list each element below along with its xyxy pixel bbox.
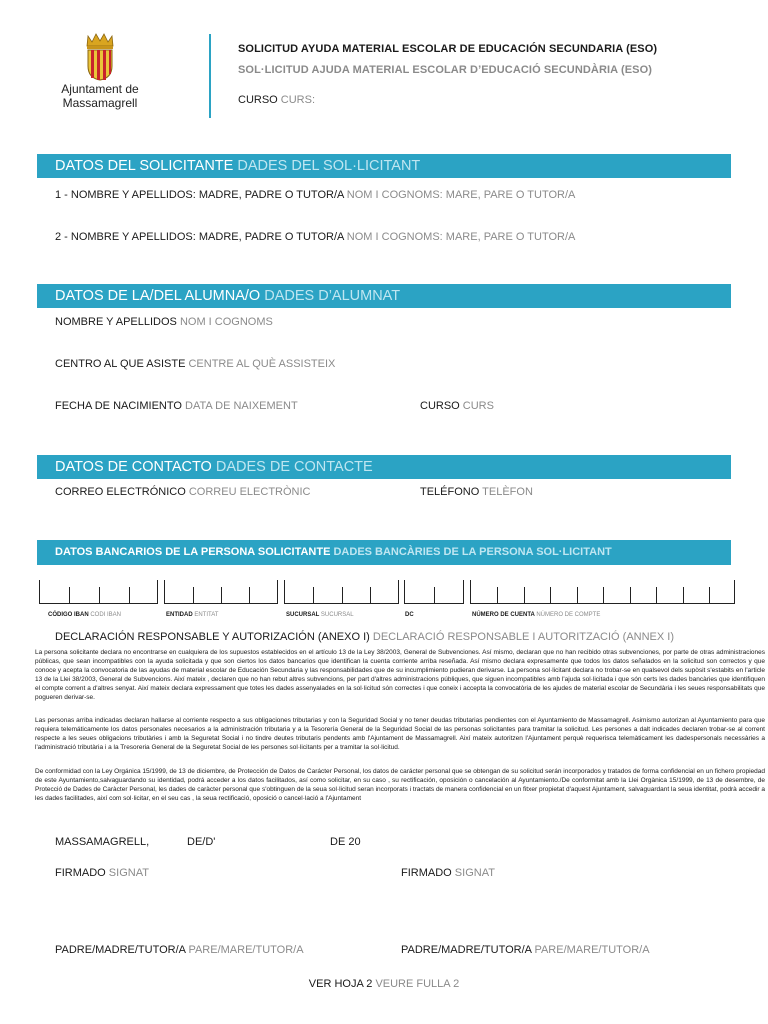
label-va: SUCURSAL	[320, 612, 354, 618]
curso-label-es: CURSO	[238, 94, 278, 106]
title-spanish: SOLICITUD AYUDA MATERIAL ESCOLAR DE EDUCACIÓN SECUNDARIA (ESO)	[238, 43, 658, 55]
label-va: CORREU ELECTRÒNIC	[188, 486, 311, 498]
heading-va: DADES D’ALUMNAT	[264, 288, 401, 304]
section-alumno-heading	[37, 284, 731, 308]
sucursal-input-boxes[interactable]	[284, 580, 399, 604]
curso-field-header[interactable]	[238, 94, 315, 106]
label-es: PADRE/MADRE/TUTOR/A	[401, 944, 532, 956]
iban-input-boxes[interactable]	[39, 580, 158, 604]
alumno-birthdate-field[interactable]	[55, 400, 298, 412]
label-va: DATA DE NAIXEMENT	[185, 400, 298, 412]
label-va: CENTRE AL QUÈ ASSISTEIX	[188, 358, 336, 370]
day-field[interactable]: DE/D'	[187, 836, 216, 848]
logo-text-line2: Massamagrell	[62, 96, 138, 110]
label-es: PADRE/MADRE/TUTOR/A	[55, 944, 186, 956]
label-va: PARE/MARE/TUTOR/A	[534, 944, 650, 956]
label-es: CORREO ELECTRÓNICO	[55, 486, 186, 498]
label-va: PARE/MARE/TUTOR/A	[188, 944, 304, 956]
label-es: FIRMADO	[401, 867, 452, 879]
label-va: TELÈFON	[482, 486, 533, 498]
entidad-input-boxes[interactable]	[164, 580, 278, 604]
label-es: TELÉFONO	[420, 486, 480, 498]
label-va: CODI IBAN	[90, 612, 122, 618]
email-field[interactable]	[55, 486, 310, 498]
iban-label	[48, 612, 121, 618]
sucursal-label	[286, 612, 354, 618]
year-field[interactable]: DE 20	[330, 836, 361, 848]
section-bancarios-heading	[37, 540, 731, 565]
label-es: CÓDIGO IBAN	[48, 612, 89, 618]
label-es: VER HOJA 2	[308, 978, 373, 990]
alumno-centro-field[interactable]	[55, 358, 335, 370]
label-es: SUCURSAL	[286, 612, 320, 618]
declaracion-paragraph-1: La persona solicitante declara no encontrarse en cualquiera de los supuestos establecidos en el artículo 13 de la Ley 38/2003, General de Subvenciones. Así mismo, declaran que no han recibido otras subvenciones, por parte de otras administraciones públicas, que sean incompatibles con la ayuda solicitada y que son ciertos los datos bancarios que identifican la cuenta corriente arriba reseñada. Así mismo declara expresamente que todos los datos señalados en la solicitud son correctos y que conoce y acepta la convocatoria de las ayudas de material escolar de Educación Secundaria y las responsabilidades que de su incumplimiento pudieran derivarse. La persona sol·licitant declara no trobar-se en qualsevol dels supòsit s'estabits en l'article 13 de la Llei 38/2003, General de Subvencions. Així mateix , declaren que no han rebut altres subvencions, per part d'altres administracions públiques, que siguen incompatibles amb l'ajuda sol·licitada i que són certs les dades bancàries que identifiquen el compte corrent a d'altres senyat. Així mateix declara expressament que totes les dades assenyalades en la sol·licitud són correctes i que coneix i accepta la convocatòria de les ajudes de material escolar de Secundària i les seues responsabilitats que pogueren derivar-se.	[35, 649, 765, 701]
label-es: 1 - NOMBRE Y APELLIDOS: MADRE, PADRE O TUTOR/A	[55, 189, 344, 201]
section-solicitante-heading	[37, 154, 731, 178]
label-va: NOM I COGNOMS: MARE, PARE O TUTOR/A	[346, 231, 576, 243]
section-contacto-heading	[37, 455, 731, 479]
title-es: DECLARACIÓN RESPONSABLE Y AUTORIZACIÓN (ANEXO I)	[55, 631, 370, 643]
heading-es: DATOS BANCARIOS DE LA PERSONA SOLICITANTE	[55, 546, 331, 558]
curso-label-va: CURS:	[280, 94, 316, 106]
signature-box-2[interactable]	[401, 867, 495, 879]
label-va: SIGNAT	[108, 867, 149, 879]
signer-role-1	[55, 944, 304, 956]
title-va: DECLARACIÓ RESPONSABLE I AUTORITZACIÓ (ANNEX I)	[372, 631, 675, 643]
label-es: 2 - NOMBRE Y APELLIDOS: MADRE, PADRE O TUTOR/A	[55, 231, 344, 243]
heading-es: DATOS DE CONTACTO	[55, 459, 212, 475]
solicitante-2-name-field[interactable]	[55, 231, 575, 243]
heading-va: DADES DE CONTACTE	[215, 459, 373, 475]
alumno-curso-field[interactable]	[420, 400, 494, 412]
logo	[50, 32, 150, 110]
declaracion-paragraph-3: De conformidad con la Ley Orgánica 15/1999, de 13 de diciembre, de Protección de Datos de Carácter Personal, los datos de carácter personal que se obtengan de su solicitud serán incorporados y tratados de forma confidencial en un fichero propiedad de este Ayuntamiento,salvaguardando su identidad, podrá acceder a los datos facilitados, así como solicitar, en su caso , su rectificación, oposición o cancelación al Ayuntamiento./De conformitat amb la Llei Orgànica 15/1999, de 13 de desembre, de Protecció de Dades de Caràcter Personal, les dades de caràcter personal que s'obtinguen de la seua sol·licitud seran incorporats i tractats de manera confidencial en un fitxer propietat d'aquest Ajuntament, salvaguardant la seua identitat, podrà accedir a les dades facilitades, així com sol·licitar, en el seu cas , la seua rectificació, oposició o cancel·lació a l'Ajuntament	[35, 768, 765, 802]
dc-label: DC	[405, 612, 414, 618]
label-es: FIRMADO	[55, 867, 106, 879]
label-es: ENTIDAD	[166, 612, 193, 618]
heading-es: DATOS DEL SOLICITANTE	[55, 158, 234, 174]
label-va: NOM I COGNOMS	[179, 316, 273, 328]
heading-va: DADES DEL SOL·LICITANT	[237, 158, 421, 174]
coat-of-arms-icon	[82, 32, 118, 82]
dc-input-boxes[interactable]	[404, 580, 464, 604]
page-footer	[0, 978, 768, 990]
logo-text-line1: Ajuntament de	[61, 82, 139, 96]
title-valencian: SOL·LICITUD AJUDA MATERIAL ESCOLAR D’EDUCACIÓ SECUNDÀRIA (ESO)	[238, 64, 653, 76]
label-va: VEURE FULLA 2	[375, 978, 460, 990]
solicitante-1-name-field[interactable]	[55, 189, 575, 201]
label-es: FECHA DE NACIMIENTO	[55, 400, 182, 412]
signer-role-2	[401, 944, 650, 956]
heading-es: DATOS DE LA/DEL ALUMNA/O	[55, 288, 261, 304]
signature-box-1[interactable]	[55, 867, 149, 879]
phone-field[interactable]	[420, 486, 533, 498]
label-es: NÚMERO DE CUENTA	[472, 612, 535, 618]
declaracion-paragraph-2: Las personas arriba indicadas declaran hallarse al corriente respecto a sus obligaciones tributarias y con la Seguridad Social y no tener deudas tributarias pendientes con el Ayuntamiento de Massamagrell. Asimismo autorizan al Ayuntamiento para que requiera telemáticamente los datos personales necesarios a la administración tributaria y a la Tesorería General de la Seguridad Social de las personas solicitantes para tramitar la solicitud. Les persones a dalt indicades declaren trobar-se al corrent respecte a les seues obligacions tributàries i amb la Seguretat Social i no tindre deutes tributaris pendents amb l'Ajuntament de Massamagrell. Així mateix autoritzen l'Ajuntament perquè requerisca telemàticament les dadespersonals necessàries a l'administració tributària i a la Tresoreria General de la Seguretat Social de les persones sol·licitants per a tramitar la sol·licitud.	[35, 717, 765, 751]
label-va: NOM I COGNOMS: MARE, PARE O TUTOR/A	[346, 189, 576, 201]
header-divider	[209, 34, 211, 118]
declaracion-title	[55, 631, 674, 643]
label-es: NOMBRE Y APELLIDOS	[55, 316, 177, 328]
label-va: NÚMERO DE COMPTE	[536, 612, 601, 618]
label-va: CURS	[462, 400, 494, 412]
alumno-name-field[interactable]	[55, 316, 273, 328]
label-es: CENTRO AL QUE ASISTE	[55, 358, 186, 370]
entidad-label	[166, 612, 218, 618]
cuenta-label	[472, 612, 600, 618]
label-es: CURSO	[420, 400, 460, 412]
label-va: SIGNAT	[454, 867, 495, 879]
label-va: ENTITAT	[194, 612, 219, 618]
heading-va: DADES BANCÀRIES DE LA PERSONA SOL·LICITANT	[333, 546, 612, 558]
lugar-label: MASSAMAGRELL,	[55, 836, 150, 848]
cuenta-input-boxes[interactable]	[470, 580, 735, 604]
